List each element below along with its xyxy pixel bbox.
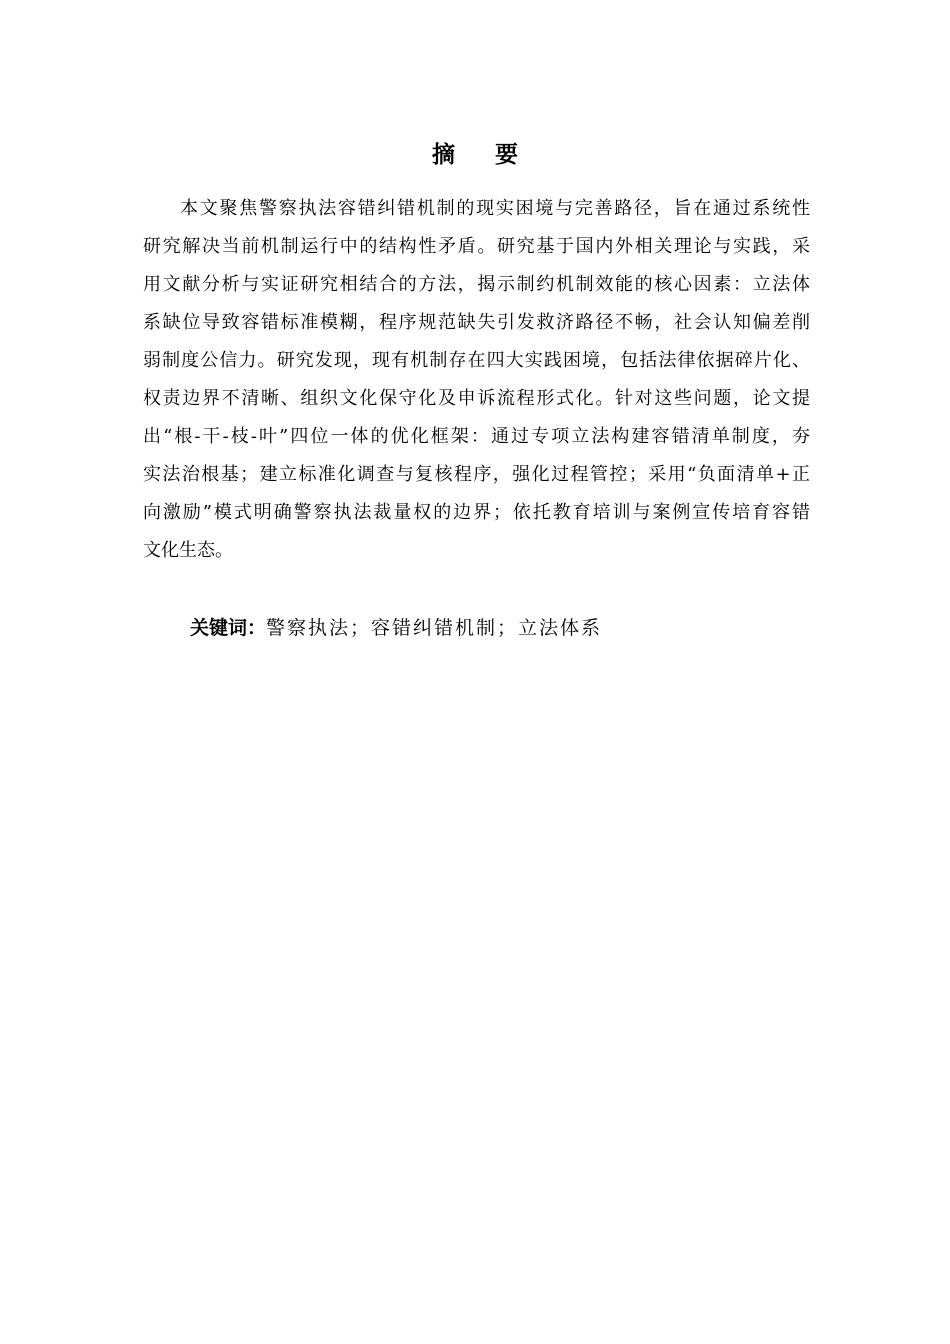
title-char-2: 要 bbox=[495, 142, 518, 168]
abstract-line: 研究解决当前机制运行中的结构性矛盾。研究基于国内外相关理论与实践，采 bbox=[143, 236, 810, 257]
abstract-line: 向激励”模式明确警察执法裁量权的边界；依托教育培训与案例宣传培育容错 bbox=[143, 502, 810, 523]
abstract-line: 用文献分析与实证研究相结合的方法，揭示制约机制效能的核心因素：立法体 bbox=[143, 274, 810, 295]
abstract-body bbox=[143, 190, 810, 570]
abstract-line: 权责边界不清晰、组织文化保守化及申诉流程形式化。针对这些问题，论文提 bbox=[143, 388, 810, 409]
keywords-label: 关键词： bbox=[190, 617, 267, 639]
abstract-line: 实法治根基；建立标准化调查与复核程序，强化过程管控；采用“负面清单+正 bbox=[143, 464, 810, 485]
page-title bbox=[0, 138, 950, 172]
abstract-line: 弱制度公信力。研究发现，现有机制存在四大实践困境，包括法律依据碎片化、 bbox=[143, 350, 810, 371]
abstract-line: 文化生态。 bbox=[143, 540, 233, 561]
title-char-1: 摘 bbox=[432, 142, 455, 168]
keywords-text: 警察执法；容错纠错机制；立法体系 bbox=[266, 617, 603, 639]
abstract-line: 系缺位导致容错标准模糊，程序规范缺失引发救济路径不畅，社会认知偏差削 bbox=[143, 312, 810, 333]
abstract-line: 本文聚焦警察执法容错纠错机制的现实困境与完善路径，旨在通过系统性 bbox=[180, 198, 810, 219]
abstract-line: 出“根-干-枝-叶”四位一体的优化框架：通过专项立法构建容错清单制度，夯 bbox=[143, 426, 810, 447]
keywords-row bbox=[190, 611, 602, 645]
